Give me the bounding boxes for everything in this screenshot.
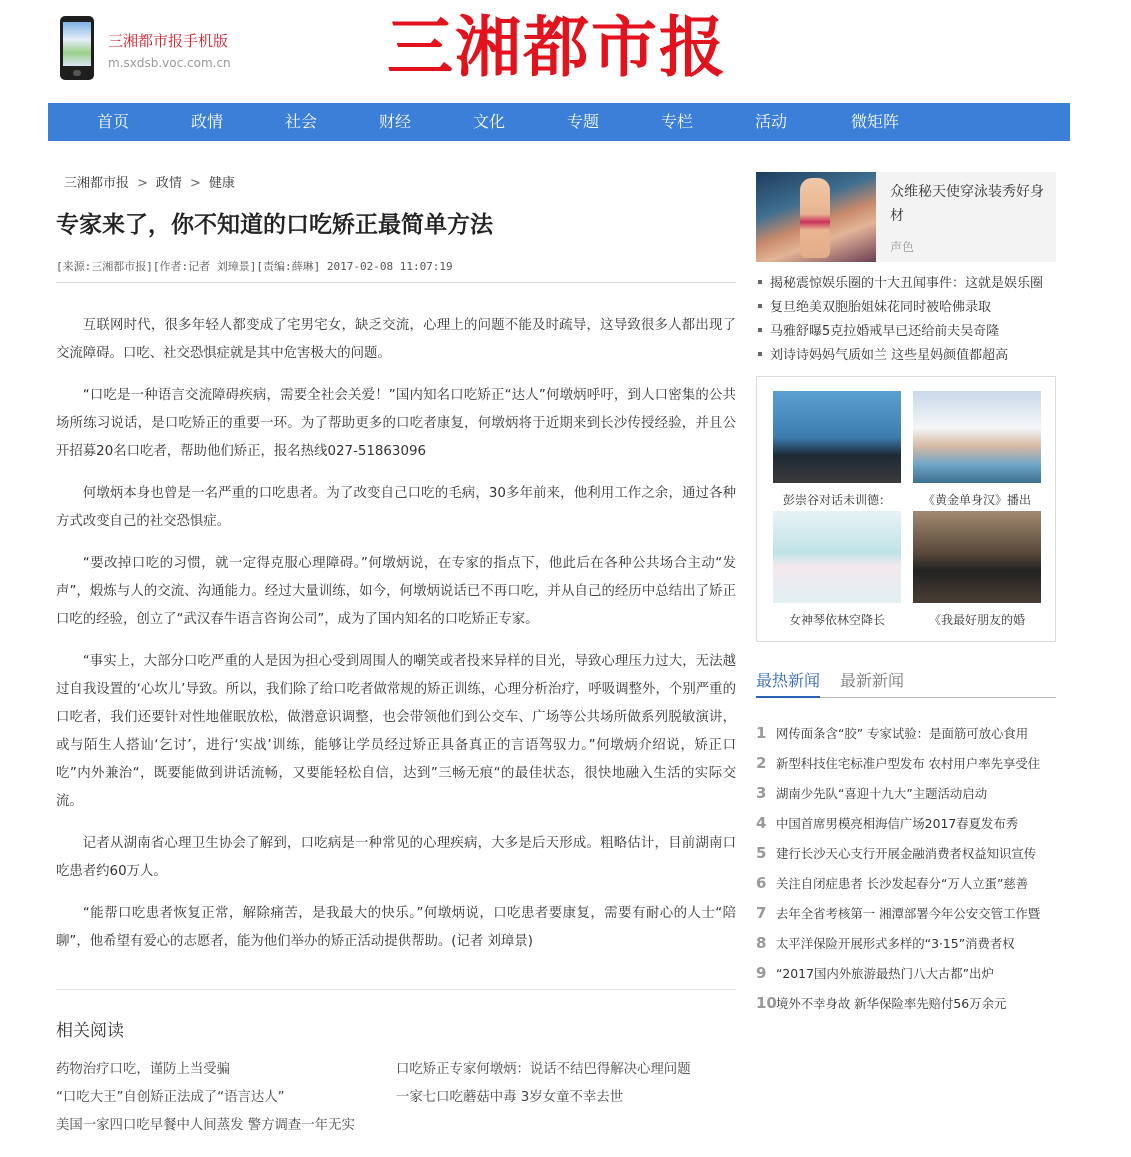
nav-item-society[interactable]: 社会: [284, 112, 317, 131]
hot-news-link[interactable]: 建行长沙天心支行开展金融消费者权益知识宣传: [776, 846, 1037, 861]
gallery-item[interactable]: [913, 391, 1041, 508]
feature-title[interactable]: 众维秘天使穿泳装秀好身材: [890, 184, 1044, 224]
article-meta: [来源:三湘都市报][作者:记者 刘璋景][责编:薛琳] 2017-02-08 11:07:19: [56, 260, 453, 273]
sidebar-news-list: [756, 272, 1056, 368]
breadcrumb: [64, 172, 235, 191]
gallery-image[interactable]: [773, 391, 901, 483]
rank-number: 8: [756, 934, 767, 952]
nav-item-politics[interactable]: 政情: [190, 112, 223, 131]
hot-news-list: [756, 718, 1056, 1018]
list-item[interactable]: [756, 958, 1056, 988]
related-link[interactable]: 美国一家四口吃早餐中人间蒸发 警方调查一年无实: [56, 1118, 355, 1133]
nav-item-micro-matrix[interactable]: 微矩阵: [850, 112, 899, 131]
feature-image[interactable]: [756, 172, 876, 262]
hot-news-link[interactable]: 新型科技住宅标准户型发布 农村用户率先享受住: [776, 756, 1041, 771]
list-item[interactable]: [756, 748, 1056, 778]
list-item[interactable]: 揭秘震惊娱乐圈的十大丑闻事件：这就是娱乐圈: [756, 272, 1056, 296]
list-item[interactable]: [756, 868, 1056, 898]
mobile-version-url[interactable]: m.sxdsb.voc.com.cn: [108, 56, 231, 70]
rank-number: 10: [756, 994, 777, 1012]
list-item[interactable]: 刘诗诗妈妈气质如兰 这些星妈颜值都超高: [756, 344, 1056, 368]
nav-item-columns[interactable]: 专栏: [660, 112, 693, 131]
article-paragraph: 何墩炳本身也曾是一名严重的口吃患者。为了改变自己口吃的毛病，30多年前来，他利用工作之余，通过各种方式改变自己的社交恐惧症。: [56, 486, 736, 529]
article-paragraph: “事实上，大部分口吃严重的人是因为担心受到周围人的嘲笑或者投来异样的目光，导致心理压力过大，无法越过自我设置的‘心坎儿’导致。所以，我们除了给口吃者做常规的矫正训练，心理分析治疗，呼吸调整外，个别严重的口吃者，我们还要针对性地催眠放松，做潜意识调整，也会带领他们到公交车、广场等公共场所做系列脱敏演讲，或与陌生人搭讪‘乞讨’，进行‘实战’训练，能够让学员经过矫正具备真正的言语驾驭力。”何墩炳介绍说，矫正口吃”内外兼治“，既要能做到讲话流畅，又要能轻松自信，达到”三畅无痕“的最佳状态，很快地融入生活的实际交流。: [56, 654, 736, 809]
hot-news-link[interactable]: 境外不幸身故 新华保险率先赔付56万余元: [776, 996, 1007, 1011]
related-link[interactable]: “口吃大王”自创矫正法成了“语言达人”: [56, 1090, 285, 1105]
hot-news-link[interactable]: 湖南少先队“喜迎十九大”主题活动启动: [776, 786, 988, 801]
list-item[interactable]: [756, 778, 1056, 808]
related-reading-title: 相关阅读: [56, 1021, 124, 1041]
article-paragraph: 记者从湖南省心理卫生协会了解到，口吃病是一种常见的心理疾病，大多是后天形成。粗略估计，目前湖南口吃患者约60万人。: [56, 836, 736, 879]
tab-latest-news[interactable]: 最新新闻: [840, 671, 905, 690]
rank-number: 2: [756, 754, 767, 772]
related-link[interactable]: 药物治疗口吃，谨防上当受骗: [56, 1062, 231, 1077]
list-item[interactable]: [756, 928, 1056, 958]
gallery-image[interactable]: [913, 391, 1041, 483]
related-link[interactable]: 口吃矫正专家何墩炳：说话不结巴得解决心理问题: [396, 1062, 691, 1077]
gallery-item[interactable]: [773, 511, 901, 628]
gallery-item[interactable]: [913, 511, 1041, 628]
nav-item-events[interactable]: 活动: [754, 112, 787, 131]
list-item[interactable]: [756, 898, 1056, 928]
breadcrumb-politics[interactable]: 政情: [155, 176, 182, 191]
article-paragraph: 互联网时代，很多年轻人都变成了宅男宅女，缺乏交流，心理上的问题不能及时疏导，这导致很多人都出现了交流障碍。口吃、社交恐惧症就是其中危害极大的问题。: [56, 318, 736, 361]
feature-tag: 声色: [890, 240, 915, 254]
article-paragraph: “能帮口吃患者恢复正常，解除痛苦，是我最大的快乐。”何墩炳说，口吃患者要康复，需要有耐心的人士“陪聊”，他希望有爱心的志愿者，能为他们举办的矫正活动提供帮助。(记者 刘璋景): [56, 906, 736, 949]
list-item[interactable]: [756, 838, 1056, 868]
photo-gallery: [756, 376, 1056, 642]
gallery-image[interactable]: [773, 511, 901, 603]
hot-news-link[interactable]: 去年全省考核第一 湘潭部署今年公安交管工作暨: [776, 906, 1041, 921]
article-paragraph: “要改掉口吃的习惯，就一定得克服心理障碍。”何墩炳说，在专家的指点下，他此后在各种公共场合主动“发声”，煅炼与人的交流、沟通能力。经过大量训练，如今，何墩炳说话已不再口吃，并从自己的经历中总结出了矫正口吃的经验，创立了“武汉春牛语言咨询公司”，成为了国内知名的口吃矫正专家。: [56, 556, 736, 627]
list-item[interactable]: [756, 808, 1056, 838]
article-paragraph: “口吃是一种语言交流障碍疾病，需要全社会关爱！”国内知名口吃矫正“达人”何墩炳呼吁，到人口密集的公共场所练习说话，是口吃矫正的重要一环。为了帮助更多的口吃者康复，何墩炳将于近期来到长沙传授经验，并且公开招募20名口吃者，帮助他们矫正，报名热线027-51863096: [56, 388, 736, 459]
gallery-caption[interactable]: 《我最好朋友的婚: [928, 613, 1025, 627]
article-title: 专家来了，你不知道的口吃矫正最简单方法: [56, 212, 493, 238]
hot-news-link[interactable]: “2017国内外旅游最热门八大古都”出炉: [776, 966, 994, 981]
news-tabs: [756, 668, 1056, 698]
rank-number: 3: [756, 784, 767, 802]
related-link[interactable]: 一家七口吃蘑菇中毒 3岁女童不幸去世: [396, 1090, 624, 1105]
list-item[interactable]: 复旦绝美双胞胎姐妹花同时被哈佛录取: [756, 296, 1056, 320]
nav-item-home[interactable]: 首页: [96, 112, 129, 131]
list-item[interactable]: 马雅舒曝5克拉婚戒早已还给前夫吴奇隆: [756, 320, 1056, 344]
breadcrumb-home[interactable]: 三湘都市报: [64, 176, 130, 191]
rank-number: 1: [756, 724, 767, 742]
site-logo[interactable]: 三湘都市报: [387, 9, 727, 86]
gallery-caption[interactable]: 《黄金单身汉》播出: [922, 493, 1031, 507]
tab-hottest-news[interactable]: 最热新闻: [756, 668, 820, 698]
gallery-caption[interactable]: 女神琴依林空降长: [788, 613, 885, 627]
hot-news-link[interactable]: 中国首席男模亮相海信广场2017春夏发布秀: [776, 816, 1019, 831]
rank-number: 4: [756, 814, 767, 832]
nav-item-culture[interactable]: 文化: [472, 112, 505, 131]
nav-item-topics[interactable]: 专题: [566, 112, 599, 131]
breadcrumb-separator: >: [189, 176, 201, 191]
hot-news-link[interactable]: 关注自闭症患者 长沙发起春分“万人立蛋”慈善: [776, 876, 1029, 891]
rank-number: 5: [756, 844, 767, 862]
mobile-version-title[interactable]: 三湘都市报手机版: [108, 32, 229, 50]
phone-icon: [60, 16, 94, 80]
site-header: [0, 0, 1131, 100]
hot-news-link[interactable]: 网传面条含“胶” 专家试验：是面筋可放心食用: [776, 726, 1029, 741]
divider: [56, 989, 736, 990]
article-body: [56, 312, 736, 970]
list-item[interactable]: [756, 718, 1056, 748]
list-item[interactable]: [756, 988, 1056, 1018]
main-nav: [48, 103, 1070, 141]
breadcrumb-separator: >: [137, 176, 148, 191]
sidebar-feature[interactable]: [756, 172, 1056, 262]
hot-news-link[interactable]: 太平洋保险开展形式多样的“3·15”消费者权: [776, 936, 1015, 951]
breadcrumb-health[interactable]: 健康: [208, 176, 235, 191]
rank-number: 7: [756, 904, 767, 922]
gallery-caption[interactable]: 彭崇谷对话未训德：: [782, 493, 891, 507]
rank-number: 9: [756, 964, 767, 982]
gallery-image[interactable]: [913, 511, 1041, 603]
gallery-item[interactable]: [773, 391, 901, 508]
divider: [56, 282, 736, 283]
rank-number: 6: [756, 874, 767, 892]
mobile-version-link[interactable]: [60, 16, 260, 80]
nav-item-finance[interactable]: 财经: [378, 112, 411, 131]
